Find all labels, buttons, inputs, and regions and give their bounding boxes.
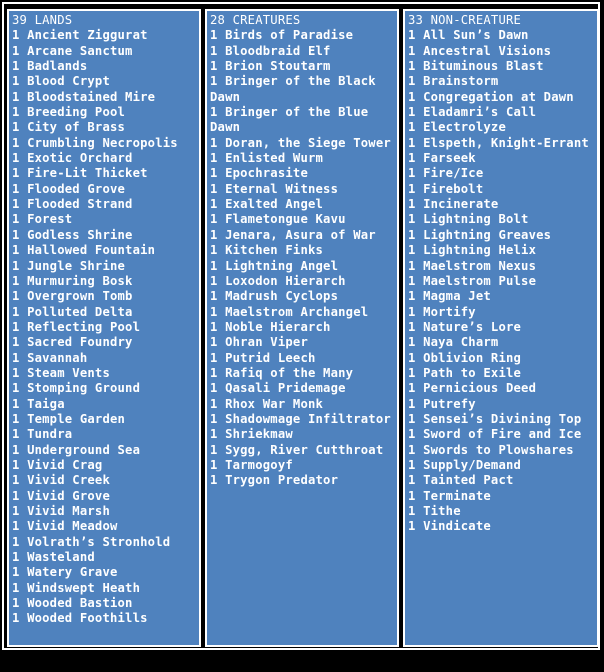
card-entry: 1 Overgrown Tomb [12, 289, 133, 304]
card-entry: 1 Sensei’s Divining Top [408, 411, 582, 426]
card-entry: 1 Terminate [408, 488, 491, 503]
card-entry: 1 Trygon Predator [210, 473, 339, 488]
column-non-creature-list [405, 11, 597, 535]
card-entry: 1 Exotic Orchard [12, 151, 133, 166]
card-entry: 1 Tainted Pact [408, 473, 514, 488]
column-lands-header: 39 LANDS [12, 13, 73, 27]
card-entry: 1 Putrefy [408, 396, 476, 411]
card-entry: 1 Vindicate [408, 519, 491, 534]
card-entry: 1 Qasali Pridemage [210, 381, 346, 396]
card-entry: 1 Underground Sea [12, 442, 141, 457]
card-entry: 1 Enlisted Wurm [210, 151, 324, 166]
card-entry: 1 Bloodstained Mire [12, 89, 156, 104]
card-entry: 1 Oblivion Ring [408, 350, 522, 365]
card-entry: 1 All Sun’s Dawn [408, 28, 529, 43]
card-entry: 1 Jenara, Asura of War [210, 227, 376, 242]
card-entry: 1 Congregation at Dawn [408, 89, 574, 104]
card-entry: 1 Fire-Lit Thicket [12, 166, 148, 181]
card-entry: 1 Badlands [12, 59, 88, 74]
card-entry: 1 Brainstorm [408, 74, 499, 89]
column-lands [7, 9, 201, 647]
card-entry: 1 Windswept Heath [12, 580, 141, 595]
card-entry: 1 Hallowed Fountain [12, 243, 156, 258]
card-entry: 1 Eladamri’s Call [408, 105, 537, 120]
card-entry: 1 Elspeth, Knight-Errant [408, 135, 589, 150]
card-entry: 1 City of Brass [12, 120, 126, 135]
card-entry: 1 Electrolyze [408, 120, 506, 135]
card-entry: 1 Epochrasite [210, 166, 308, 181]
card-entry: 1 Ohran Viper [210, 335, 308, 350]
card-entry: 1 Shadowmage Infiltrator [210, 411, 391, 426]
card-entry: 1 Naya Charm [408, 335, 499, 350]
card-entry: 1 Vivid Marsh [12, 504, 110, 518]
card-entry: 1 Doran, the Siege Tower [210, 135, 391, 150]
card-entry: 1 Lightning Angel [210, 258, 339, 273]
card-entry: 1 Savannah [12, 350, 88, 365]
card-entry: 1 Brion Stoutarm [210, 59, 331, 74]
card-entry: 1 Wasteland [12, 550, 95, 565]
card-entry: 1 Lightning Bolt [408, 212, 529, 227]
card-entry: 1 Birds of Paradise [210, 28, 354, 43]
card-entry: 1 Ancestral Visions [408, 43, 552, 58]
card-entry: 1 Volrath’s Stronhold [12, 534, 171, 549]
card-entry: 1 Taiga [12, 396, 65, 411]
card-entry: 1 Incinerate [408, 197, 499, 212]
card-entry: 1 Murmuring Bosk [12, 273, 133, 288]
card-entry: 1 Forest [12, 212, 73, 227]
card-entry: 1 Sacred Foundry [12, 335, 133, 350]
card-entry: 1 Putrid Leech [210, 350, 316, 365]
card-entry: 1 Flooded Grove [12, 181, 126, 196]
card-entry: 1 Vivid Crag [12, 457, 103, 472]
card-entry: 1 Kitchen Finks [210, 243, 324, 258]
card-entry: 1 Tithe [408, 504, 461, 518]
card-entry: 1 Polluted Delta [12, 304, 133, 319]
card-entry: 1 Supply/Demand [408, 457, 522, 472]
card-entry: 1 Lightning Greaves [408, 227, 552, 242]
card-entry: 1 Magma Jet [408, 289, 491, 304]
card-entry: 1 Vivid Grove [12, 488, 110, 503]
card-entry: 1 Maelstrom Archangel [210, 304, 369, 319]
card-entry: 1 Fire/Ice [408, 166, 484, 181]
card-entry: 1 Eternal Witness [210, 181, 339, 196]
card-entry: 1 Tundra [12, 427, 73, 442]
card-entry: 1 Rhox War Monk [210, 396, 324, 411]
column-creatures [205, 9, 399, 647]
card-entry: 1 Flametongue Kavu [210, 212, 346, 227]
column-creatures-header: 28 CREATURES [210, 13, 301, 27]
card-entry: 1 Stomping Ground [12, 381, 141, 396]
card-entry: 1 Crumbling Necropolis [12, 135, 178, 150]
card-entry: 1 Path to Exile [408, 365, 522, 380]
card-entry: 1 Nature’s Lore [408, 319, 522, 334]
card-entry: 1 Blood Crypt [12, 74, 110, 89]
card-entry: 1 Bloodbraid Elf [210, 43, 331, 58]
card-entry: 1 Mortify [408, 304, 476, 319]
column-non-creature [403, 9, 599, 647]
card-entry: 1 Breeding Pool [12, 105, 126, 120]
card-entry: 1 Jungle Shrine [12, 258, 126, 273]
card-entry: 1 Exalted Angel [210, 197, 324, 212]
card-entry: 1 Maelstrom Pulse [408, 273, 537, 288]
card-entry: 1 Vivid Meadow [12, 519, 118, 534]
card-entry: 1 Loxodon Hierarch [210, 273, 346, 288]
column-non-creature-header: 33 NON-CREATURE [408, 13, 522, 27]
card-entry: 1 Godless Shrine [12, 227, 133, 242]
card-entry: 1 Wooded Foothills [12, 611, 148, 626]
card-entry: 1 Swords to Plowshares [408, 442, 574, 457]
card-entry: 1 Pernicious Deed [408, 381, 537, 396]
card-entry: 1 Farseek [408, 151, 476, 166]
card-entry: 1 Vivid Creek [12, 473, 110, 488]
card-entry: 1 Flooded Strand [12, 197, 133, 212]
card-entry: 1 Bringer of the Black Dawn [210, 74, 376, 104]
card-entry: 1 Bringer of the Blue Dawn [210, 105, 369, 135]
card-entry: 1 Lightning Helix [408, 243, 537, 258]
card-entry: 1 Rafiq of the Many [210, 365, 354, 380]
card-entry: 1 Wooded Bastion [12, 596, 133, 611]
card-entry: 1 Madrush Cyclops [210, 289, 339, 304]
card-entry: 1 Watery Grave [12, 565, 118, 580]
card-entry: 1 Ancient Ziggurat [12, 28, 148, 43]
card-entry: 1 Noble Hierarch [210, 319, 331, 334]
card-entry: 1 Shriekmaw [210, 427, 293, 442]
card-entry: 1 Bituminous Blast [408, 59, 544, 74]
card-entry: 1 Maelstrom Nexus [408, 258, 537, 273]
card-entry: 1 Firebolt [408, 181, 484, 196]
card-entry: 1 Reflecting Pool [12, 319, 141, 334]
card-entry: 1 Steam Vents [12, 365, 110, 380]
card-entry: 1 Sygg, River Cutthroat [210, 442, 384, 457]
column-creatures-list [207, 11, 397, 489]
column-lands-list [9, 11, 199, 627]
card-entry: 1 Sword of Fire and Ice [408, 427, 582, 442]
card-entry: 1 Arcane Sanctum [12, 43, 133, 58]
card-entry: 1 Tarmogoyf [210, 457, 293, 472]
card-entry: 1 Temple Garden [12, 411, 126, 426]
